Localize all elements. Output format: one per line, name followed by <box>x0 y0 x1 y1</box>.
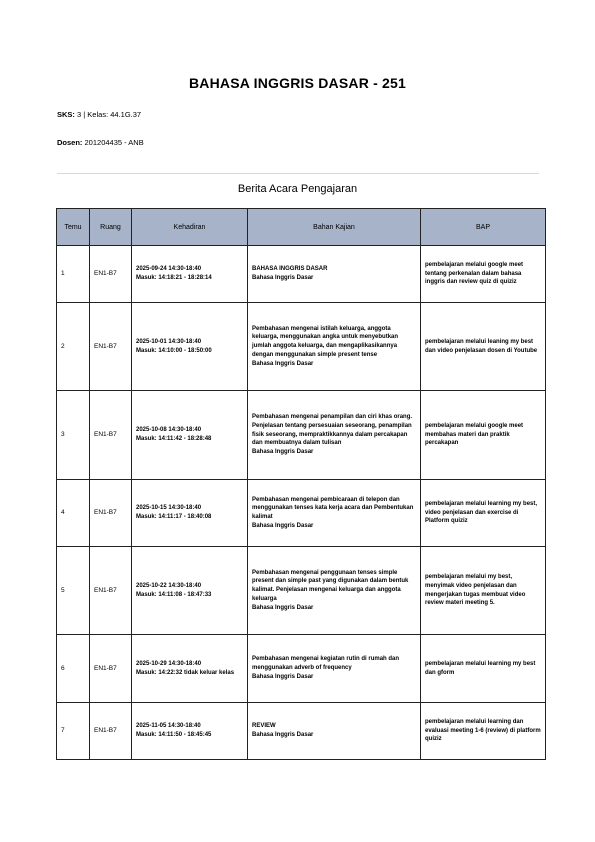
cell-bap: pembelajaran melalui google meet tentang perkenalan dalam bahasa inggris dan review quiz di quiziz <box>421 246 546 303</box>
cell-bap: pembelajaran melalui learning my best dan gform <box>421 635 546 703</box>
bahan-text: Pembahasan mengenai kegiatan rutin di rumah dan menggunakan adverb of frequency <box>252 656 400 672</box>
bahan-text: BAHASA INGGRIS DASAR <box>252 266 328 273</box>
cell-bahan-kajian <box>248 480 421 547</box>
cell-bap: pembelajaran melalui google meet membahas materi dan praktik percakapan <box>421 391 546 480</box>
sks-label: SKS: <box>57 110 75 119</box>
table-header-row <box>57 209 546 246</box>
cell-kehadiran <box>132 480 248 547</box>
cell-kehadiran <box>132 703 248 760</box>
sks-kelas-value: 3 | Kelas: 44.1G.37 <box>77 110 142 119</box>
bap-table <box>56 208 546 760</box>
cell-bahan-kajian <box>248 703 421 760</box>
cell-kehadiran <box>132 246 248 303</box>
masuk-text: Masuk: 14:11:42 - 18:28:48 <box>136 436 212 442</box>
cell-ruang: EN1-B7 <box>90 547 132 635</box>
cell-kehadiran <box>132 303 248 391</box>
masuk-text: Masuk: 14:10:00 - 18:50:00 <box>136 347 212 354</box>
cell-bahan-kajian <box>248 303 421 391</box>
table-row <box>57 703 546 760</box>
jadwal-text: 2025-10-15 14:30-18:40 <box>136 505 202 512</box>
cell-ruang: EN1-B7 <box>90 480 132 547</box>
cell-ruang: EN1-B7 <box>90 703 132 760</box>
masuk-text: Masuk: 14:18:21 - 18:28:14 <box>136 275 212 281</box>
jadwal-text: 2025-11-05 14:30-18:40 <box>136 723 201 730</box>
cell-kehadiran <box>132 547 248 635</box>
header-kehadiran: Kehadiran <box>132 209 248 246</box>
header-ruang: Ruang <box>90 209 132 246</box>
cell-ruang: EN1-B7 <box>90 635 132 703</box>
cell-ruang: EN1-B7 <box>90 246 132 303</box>
cell-bap: pembelajaran melalui my best, menyimak video penjelasan dan mengerjakan tugas membuat video review materi meeting 5. <box>421 547 546 635</box>
masuk-text: Masuk: 14:11:08 - 18:47:33 <box>136 591 212 598</box>
cell-bahan-kajian <box>248 547 421 635</box>
cell-bahan-kajian <box>248 391 421 480</box>
page-title: BAHASA INGGRIS DASAR - 251 <box>188 75 407 91</box>
table-row <box>57 246 546 303</box>
jadwal-text: 2025-10-22 14:30-18:40 <box>136 582 202 589</box>
bahan-course-text: Bahasa Inggris Dasar <box>252 449 314 456</box>
cell-temu: 2 <box>57 303 90 391</box>
cell-temu: 4 <box>57 480 90 547</box>
bahan-course-text: Bahasa Inggris Dasar <box>252 673 314 680</box>
cell-bahan-kajian <box>248 246 421 303</box>
bahan-course-text: Bahasa Inggris Dasar <box>252 360 314 367</box>
cell-bap: pembelajaran melalui learning dan evaluasi meeting 1-6 (review) di platform quiziz <box>421 703 546 760</box>
bahan-text: Pembahasan mengenai penampilan dan ciri khas orang. Penjelasan tentang persesuaian seseorang, penampilan fisik seseorang, mempraktikkannya dalam percakapan dan membuatnya dalam tulisan <box>252 414 413 447</box>
cell-temu: 3 <box>57 391 90 480</box>
cell-temu: 5 <box>57 547 90 635</box>
cell-kehadiran <box>132 635 248 703</box>
bahan-course-text: Bahasa Inggris Dasar <box>252 604 314 611</box>
header-bahan-kajian: Bahan Kajian <box>248 209 421 246</box>
divider <box>57 173 539 174</box>
cell-bap: pembelajaran melalui leaning my best dan video penjelasan dosen di Youtube <box>421 303 546 391</box>
table-row <box>57 480 546 547</box>
cell-bahan-kajian <box>248 635 421 703</box>
table-row <box>57 391 546 480</box>
jadwal-text: 2025-10-08 14:30-18:40 <box>136 427 202 434</box>
cell-temu: 6 <box>57 635 90 703</box>
masuk-text: Masuk: 14:11:50 - 18:45:45 <box>136 732 212 738</box>
cell-kehadiran <box>132 391 248 480</box>
jadwal-text: 2025-10-01 14:30-18:40 <box>136 338 202 345</box>
bahan-course-text: Bahasa Inggris Dasar <box>252 732 314 738</box>
table-row <box>57 303 546 391</box>
header-temu: Temu <box>57 209 90 246</box>
cell-ruang: EN1-B7 <box>90 391 132 480</box>
bahan-course-text: Bahasa Inggris Dasar <box>252 522 314 529</box>
table-row <box>57 635 546 703</box>
sks-kelas-line <box>57 110 141 119</box>
jadwal-text: 2025-10-29 14:30-18:40 <box>136 660 202 667</box>
bahan-course-text: Bahasa Inggris Dasar <box>252 275 314 281</box>
header-bap: BAP <box>421 209 546 246</box>
section-title: Berita Acara Pengajaran <box>237 183 358 195</box>
dosen-line <box>57 138 144 147</box>
table-row <box>57 547 546 635</box>
jadwal-text: 2025-09-24 14:30-18:40 <box>136 266 202 273</box>
bahan-text: Pembahasan mengenai pembicaraan di telepon dan menggunakan tenses kata kerja acara dan Pembentukan kalimat <box>252 496 414 520</box>
dosen-value: 201204435 - ANB <box>84 138 144 147</box>
cell-temu: 7 <box>57 703 90 760</box>
bahan-text: REVIEW <box>252 723 276 730</box>
bahan-text: Pembahasan mengenai istilah keluarga, anggota keluarga, menggunakan angka untuk menyebutkan jumlah anggota keluarga, dan mengaplikasikannya dengan menggunakan simple present tense <box>252 325 399 358</box>
masuk-text: Masuk: 14:11:17 - 18:40:08 <box>136 514 212 520</box>
masuk-text: Masuk: 14:22:32 tidak keluar kelas <box>136 669 235 676</box>
cell-ruang: EN1-B7 <box>90 303 132 391</box>
cell-temu: 1 <box>57 246 90 303</box>
dosen-label: Dosen: <box>57 138 83 147</box>
bahan-text: Pembahasan mengenai penggunaan tenses simple present dan simple past yang digunakan dalam bentuk kalimat. Penjelasan mengenai keluarga dan anggota keluarga <box>252 569 409 602</box>
cell-bap: pembelajaran melalui learning my best, video penjelasan dan exercise di Platform quiziz <box>421 480 546 547</box>
